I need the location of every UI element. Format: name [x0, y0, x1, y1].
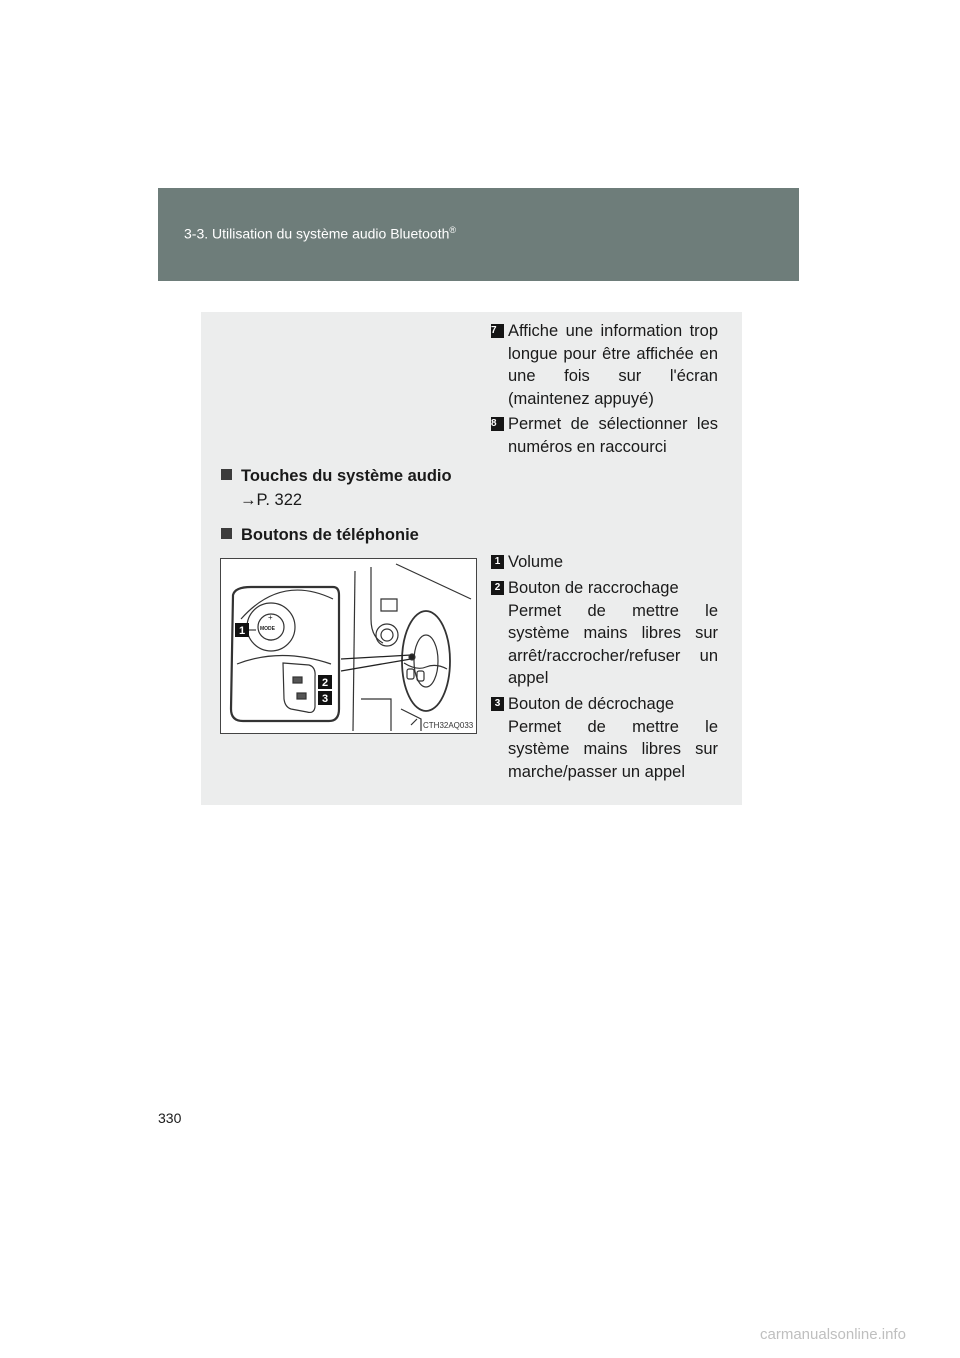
number-badge: 1 [491, 555, 504, 569]
figure-code: CTH32AQ033 [423, 721, 474, 730]
section-heading-phone-buttons: Boutons de téléphonie [221, 524, 419, 546]
section-heading-audio-keys: Touches du système audio [221, 465, 452, 487]
chapter-title: 3-3. Utilisation du système audio Bluetooth® [184, 225, 457, 242]
square-bullet-icon [221, 469, 232, 480]
square-bullet-icon [221, 528, 232, 539]
watermark: carmanualsonline.info [760, 1326, 906, 1343]
list-item-8: 8 Permet de sélectionner les numéros en raccourci [491, 415, 718, 456]
volume-minus-label: − [268, 636, 273, 645]
page-reference: →P. 322 [240, 491, 303, 509]
callout-1: 1 [238, 625, 246, 637]
chapter-header [158, 188, 799, 281]
number-badge: 7 [491, 324, 504, 338]
volume-plus-label: + [268, 613, 273, 622]
mode-button-label: MODE [260, 626, 275, 632]
list-item-pick-up: 3 Bouton de décrochage Permet de mettre le système mains libres sur marche/passer un appel [508, 693, 718, 783]
list-item-7: 7 Affiche une information trop longue pour être affichée en une fois sur l'écran (maintenez appuyé) [491, 322, 718, 408]
list-item-hang-up: 2 Bouton de raccrochage Permet de mettre le système mains libres sur arrêt/raccrocher/refuser un appel [508, 577, 718, 690]
callout-3: 3 [321, 693, 329, 705]
number-badge: 8 [491, 417, 504, 431]
number-badge: 2 [491, 581, 504, 595]
number-badge: 3 [491, 697, 504, 711]
list-item-volume: 1 Volume [508, 551, 718, 574]
page-number: 330 [158, 1110, 182, 1126]
callout-2: 2 [321, 677, 329, 689]
steering-wheel-drawing [221, 559, 476, 733]
steering-wheel-illustration [220, 558, 477, 734]
